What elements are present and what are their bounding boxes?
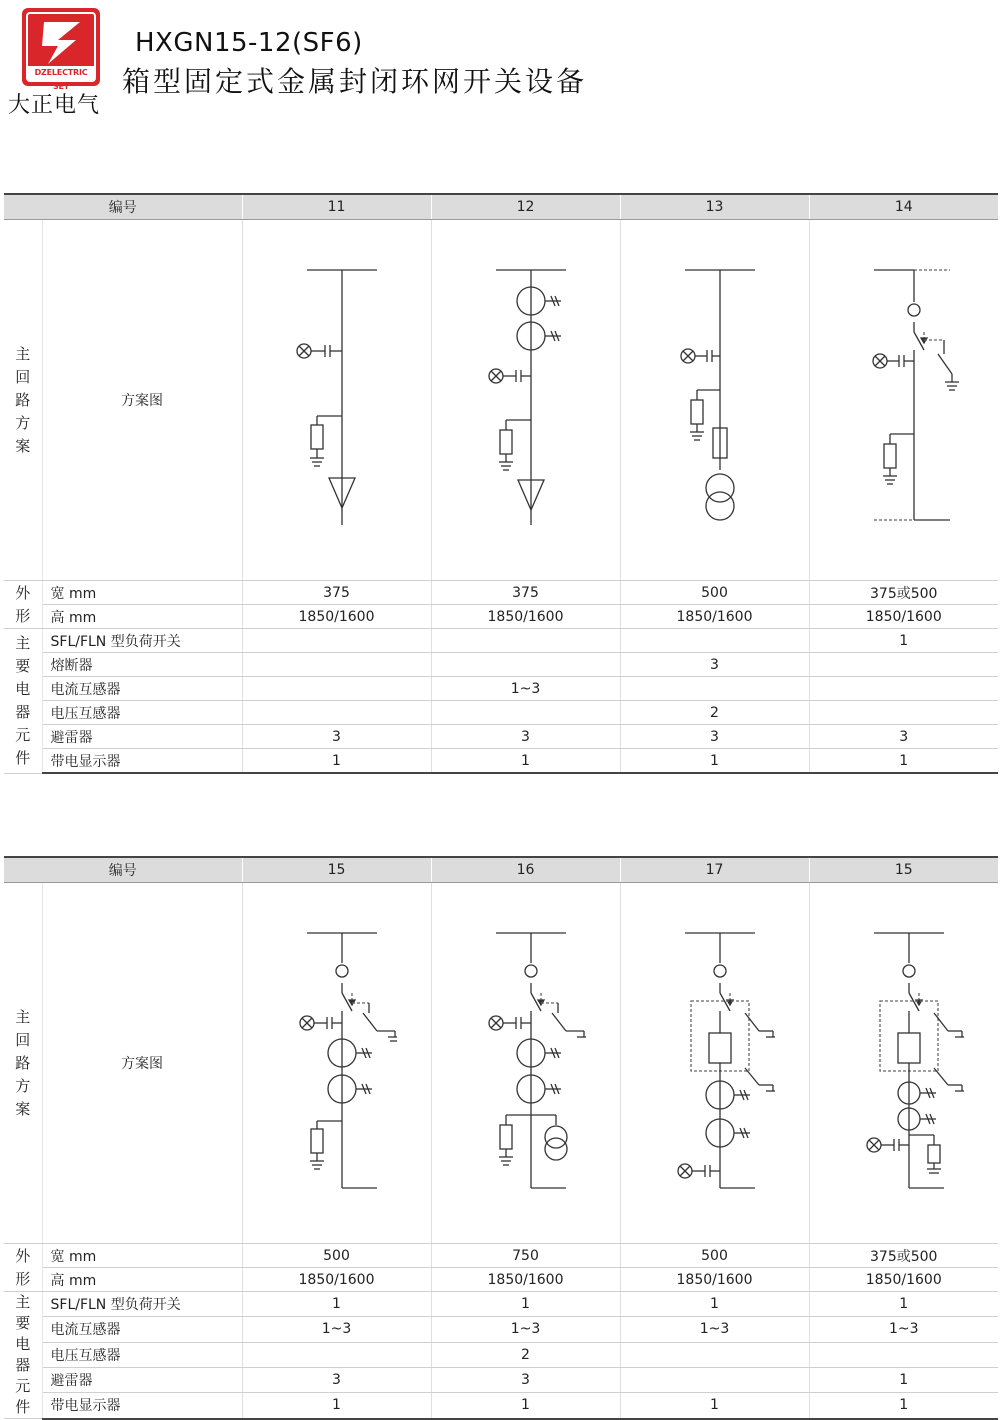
cell: 1 <box>809 1393 998 1419</box>
column-header: 12 <box>431 194 620 220</box>
cell: 1 <box>431 1393 620 1419</box>
cell: 1850/1600 <box>431 605 620 629</box>
cell: 1~3 <box>620 1317 809 1342</box>
cell: 375或500 <box>809 581 998 605</box>
cell: 3 <box>620 725 809 749</box>
cell <box>431 701 620 725</box>
scheme-diagram-11 <box>242 220 431 581</box>
column-header-label: 编号 <box>4 857 242 883</box>
cell <box>242 701 431 725</box>
spec-row <box>4 629 998 653</box>
cell: 1850/1600 <box>809 605 998 629</box>
table-header-row <box>4 857 998 883</box>
cell: 1 <box>242 1292 431 1317</box>
cell: 3 <box>242 725 431 749</box>
group-text: 主回路方案 <box>15 1007 31 1118</box>
spec-row <box>4 725 998 749</box>
cell: 3 <box>431 1367 620 1392</box>
spec-row <box>4 1292 998 1317</box>
row-label: 带电显示器 <box>42 1393 242 1419</box>
cell <box>242 653 431 677</box>
group-text: 外形 <box>15 583 31 625</box>
group-label-main-circuit <box>4 220 42 581</box>
cell: 1 <box>620 749 809 774</box>
cell: 375 <box>242 581 431 605</box>
cell: 3 <box>809 725 998 749</box>
column-header: 11 <box>242 194 431 220</box>
lightning-icon <box>36 18 86 66</box>
cell: 1850/1600 <box>242 605 431 629</box>
row-label: 电压互感器 <box>42 701 242 725</box>
column-header: 13 <box>620 194 809 220</box>
row-label: SFL/FLN 型负荷开关 <box>42 1292 242 1317</box>
cell: 500 <box>242 1244 431 1268</box>
cell: 1 <box>242 749 431 774</box>
scheme-diagram-13 <box>620 220 809 581</box>
cell: 1850/1600 <box>242 1268 431 1292</box>
cell: 1~3 <box>242 1317 431 1342</box>
group-text: 主回路方案 <box>15 344 31 455</box>
scheme-diagram-15 <box>242 883 431 1244</box>
cell: 1 <box>431 1292 620 1317</box>
cell <box>242 1342 431 1367</box>
column-header: 15 <box>809 857 998 883</box>
group-label-elements <box>4 629 42 774</box>
cell: 1850/1600 <box>620 1268 809 1292</box>
spec-row <box>4 1342 998 1367</box>
cell: 375 <box>431 581 620 605</box>
spec-row <box>4 749 998 774</box>
spec-row <box>4 605 998 629</box>
cell: 1 <box>242 1393 431 1419</box>
row-label: 避雷器 <box>42 1367 242 1392</box>
cell: 1~3 <box>431 677 620 701</box>
row-label: 避雷器 <box>42 725 242 749</box>
scheme-diagram-14 <box>809 220 998 581</box>
row-label: SFL/FLN 型负荷开关 <box>42 629 242 653</box>
spec-row <box>4 653 998 677</box>
row-label: 电流互感器 <box>42 1317 242 1342</box>
table-header-row <box>4 194 998 220</box>
cell: 1~3 <box>431 1317 620 1342</box>
brand-badge: DZELECTRIC SET <box>28 66 94 80</box>
cell <box>809 677 998 701</box>
cell: 500 <box>620 1244 809 1268</box>
cell: 375或500 <box>809 1244 998 1268</box>
cell: 3 <box>431 725 620 749</box>
row-label: 电压互感器 <box>42 1342 242 1367</box>
cell <box>620 1367 809 1392</box>
scheme-diagram-17 <box>620 883 809 1244</box>
column-header: 14 <box>809 194 998 220</box>
cell <box>242 629 431 653</box>
cell: 1850/1600 <box>809 1268 998 1292</box>
brand-logo <box>22 8 100 91</box>
cell: 1 <box>809 629 998 653</box>
cell <box>809 1342 998 1367</box>
cell: 3 <box>620 653 809 677</box>
group-text: 主要电器元件 <box>15 633 31 767</box>
cell: 3 <box>242 1367 431 1392</box>
row-label: 带电显示器 <box>42 749 242 774</box>
product-model: HXGN15-12(SF6) <box>135 28 363 58</box>
cell <box>809 653 998 677</box>
cell: 2 <box>620 701 809 725</box>
cell <box>242 677 431 701</box>
group-label-main-circuit <box>4 883 42 1244</box>
spec-row <box>4 1268 998 1292</box>
brand-name: 大正电气 <box>8 93 101 118</box>
row-label: 宽 mm <box>42 1244 242 1268</box>
group-text: 外形 <box>15 1246 31 1288</box>
cell <box>620 1342 809 1367</box>
cell: 2 <box>431 1342 620 1367</box>
diagram-label: 方案图 <box>42 220 242 581</box>
group-label-outline <box>4 581 42 629</box>
diagram-label: 方案图 <box>42 883 242 1244</box>
column-header-label: 编号 <box>4 194 242 220</box>
row-label: 熔断器 <box>42 653 242 677</box>
spec-table-1 <box>4 193 998 774</box>
spec-table-2 <box>4 856 998 1420</box>
group-label-elements <box>4 1292 42 1419</box>
cell: 1 <box>620 1292 809 1317</box>
row-label: 高 mm <box>42 1268 242 1292</box>
cell: 1 <box>809 749 998 774</box>
scheme-diagram-16 <box>431 883 620 1244</box>
cell: 500 <box>620 581 809 605</box>
cell: 1 <box>809 1367 998 1392</box>
spec-row <box>4 677 998 701</box>
cell: 1~3 <box>809 1317 998 1342</box>
group-text: 主要电器元件 <box>15 1293 31 1416</box>
spec-row <box>4 1244 998 1268</box>
cell: 1850/1600 <box>620 605 809 629</box>
cell: 1 <box>809 1292 998 1317</box>
cell: 1850/1600 <box>431 1268 620 1292</box>
row-label: 高 mm <box>42 605 242 629</box>
column-header: 15 <box>242 857 431 883</box>
column-header: 17 <box>620 857 809 883</box>
cell <box>620 629 809 653</box>
scheme-diagram-15b <box>809 883 998 1244</box>
cell <box>431 653 620 677</box>
page-title: 箱型固定式金属封闭环网开关设备 <box>122 65 588 98</box>
cell <box>620 677 809 701</box>
diagram-row <box>4 883 998 1244</box>
row-label: 宽 mm <box>42 581 242 605</box>
cell: 1 <box>620 1393 809 1419</box>
cell: 750 <box>431 1244 620 1268</box>
column-header: 16 <box>431 857 620 883</box>
spec-row <box>4 701 998 725</box>
spec-row <box>4 581 998 605</box>
scheme-diagram-12 <box>431 220 620 581</box>
cell: 1 <box>431 749 620 774</box>
spec-row <box>4 1317 998 1342</box>
cell <box>809 701 998 725</box>
group-label-outline <box>4 1244 42 1292</box>
diagram-row <box>4 220 998 581</box>
cell <box>431 629 620 653</box>
row-label: 电流互感器 <box>42 677 242 701</box>
spec-row <box>4 1367 998 1392</box>
